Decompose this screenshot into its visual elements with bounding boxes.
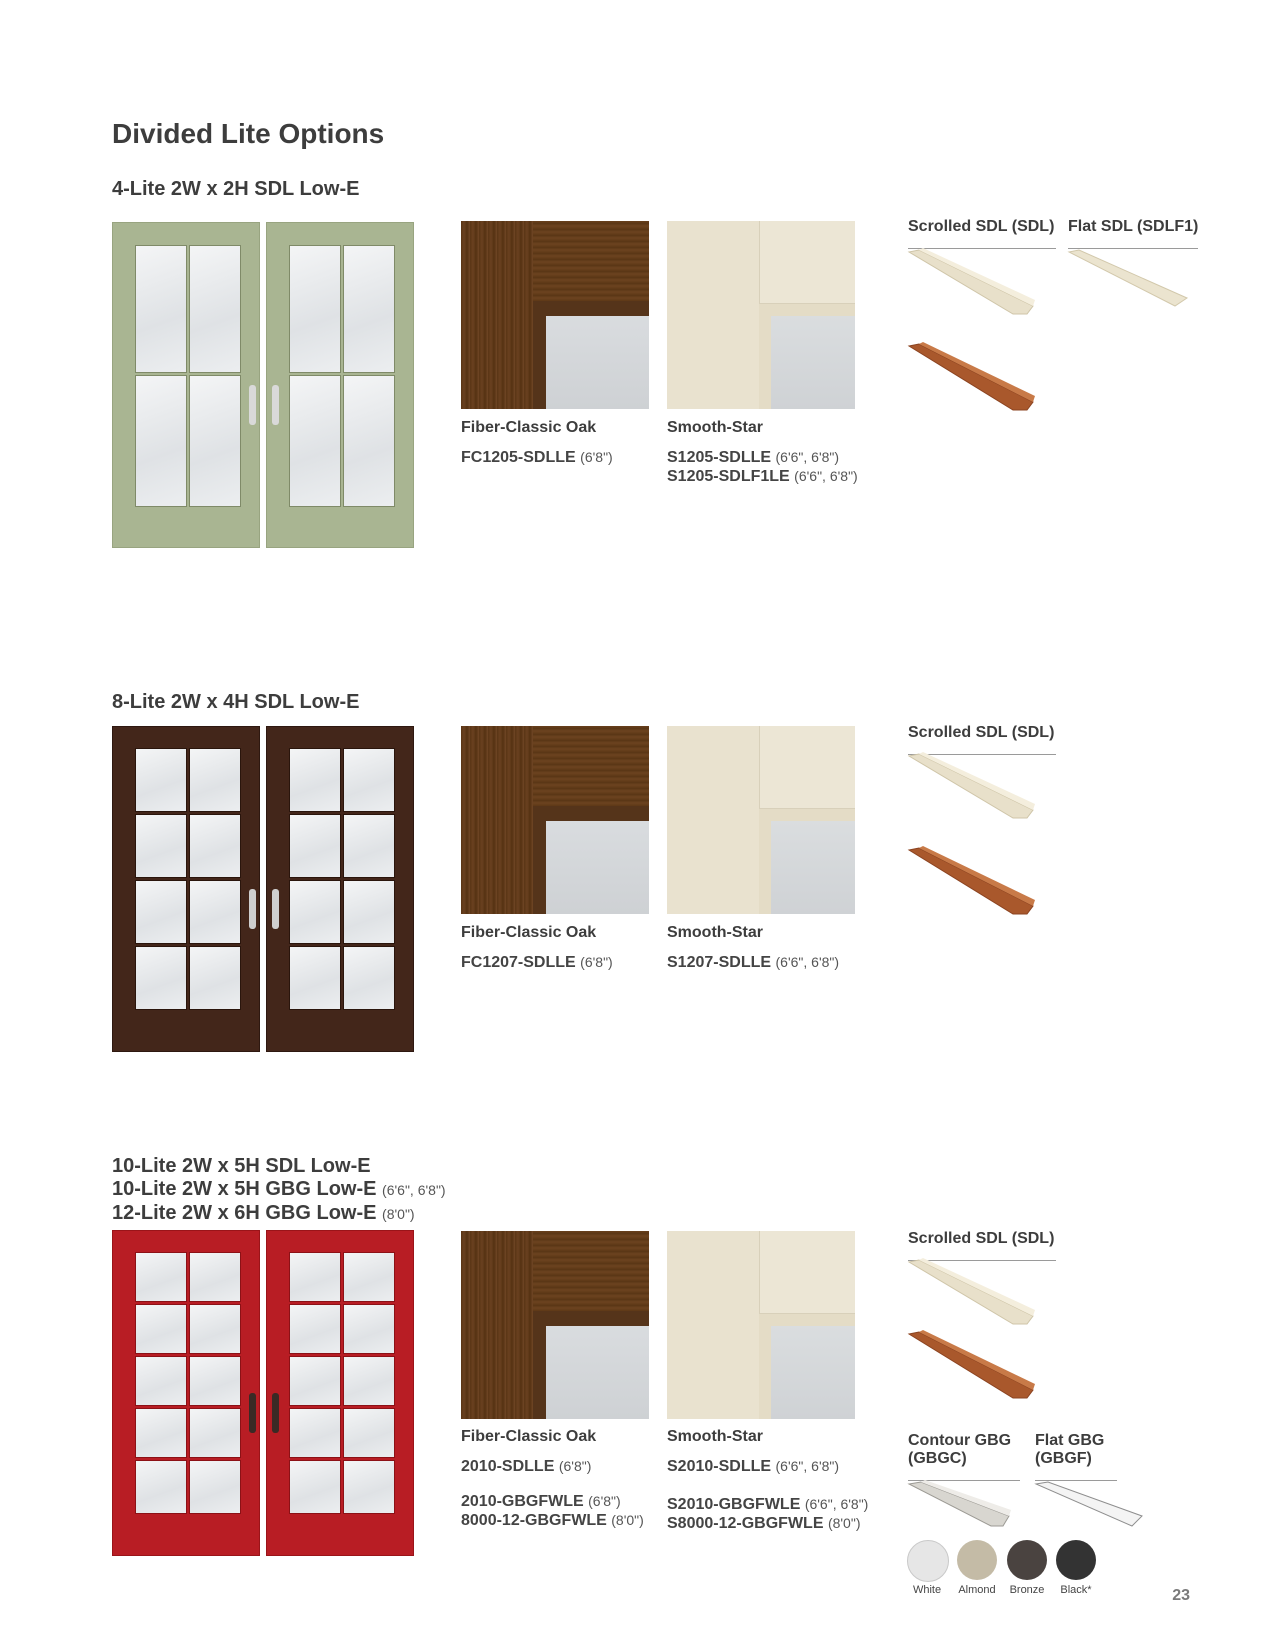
title-text: 10-Lite 2W x 5H SDL Low-E — [112, 1155, 371, 1177]
door-image-8-lite — [112, 726, 414, 1052]
product-code — [667, 467, 858, 486]
title-line — [112, 1155, 446, 1178]
code-sizes: (6'8") — [580, 449, 613, 465]
code-sizes: (6'6", 6'8") — [794, 468, 858, 484]
swatch-name: Fiber-Classic Oak — [461, 419, 597, 436]
page-title: Divided Lite Options — [112, 118, 385, 149]
code-text: FC1207-SDLLE — [461, 954, 576, 971]
smooth-star-swatch — [667, 1231, 855, 1419]
door-image-10-lite — [112, 1230, 414, 1556]
scrolled-sdl-oak-profile — [905, 1330, 1035, 1402]
color-label-white: White — [912, 1584, 942, 1596]
code-text: 2010-SDLLE — [461, 1458, 555, 1475]
code-sizes: (6'8") — [558, 1458, 592, 1474]
color-label-black: Black* — [1060, 1584, 1092, 1596]
flat-gbg-label: Flat GBG (GBGF) — [1035, 1432, 1105, 1467]
code-text: FC1205-SDLLE — [461, 449, 576, 466]
scrolled-sdl-oak-profile — [905, 846, 1035, 918]
product-code — [667, 448, 839, 467]
swatch-name: Fiber-Classic Oak — [461, 1428, 597, 1445]
fiber-classic-oak-swatch — [461, 726, 649, 914]
code-sizes: (8'0") — [611, 1512, 644, 1528]
swatch-name: Smooth-Star — [667, 1428, 763, 1445]
door-left-panel — [112, 726, 260, 1052]
almond-color-swatch — [957, 1540, 997, 1580]
code-text: S2010-GBGFWLE — [667, 1496, 801, 1513]
door-left-panel — [112, 222, 260, 548]
title-text: 12-Lite 2W x 6H GBG Low-E — [112, 1202, 377, 1224]
code-sizes: (6'8") — [580, 954, 613, 970]
smooth-star-swatch — [667, 726, 855, 914]
code-text: S1205-SDLF1LE — [667, 468, 790, 485]
title-line — [112, 1178, 446, 1202]
section-3-title — [112, 1155, 446, 1226]
page-number: 23 — [1172, 1587, 1190, 1604]
code-sizes: (6'6", 6'8") — [775, 954, 840, 970]
swatch-name: Smooth-Star — [667, 419, 763, 436]
product-code — [667, 1457, 839, 1476]
scrolled-sdl-label: Scrolled SDL (SDL) — [908, 1230, 1055, 1247]
scrolled-sdl-label: Scrolled SDL (SDL) — [908, 218, 1055, 235]
swatch-name: Smooth-Star — [667, 924, 763, 941]
scrolled-sdl-almond-profile — [905, 248, 1035, 318]
scrolled-sdl-label: Scrolled SDL (SDL) — [908, 724, 1055, 741]
flat-sdl-almond-profile — [1065, 248, 1195, 308]
product-code — [461, 953, 613, 972]
fiber-classic-oak-swatch — [461, 1231, 649, 1419]
title-sizes: (8'0") — [382, 1206, 415, 1222]
product-code — [461, 448, 613, 467]
code-text: S1205-SDLLE — [667, 449, 772, 466]
black-color-swatch — [1056, 1540, 1096, 1580]
scrolled-sdl-almond-profile — [905, 1258, 1035, 1328]
color-label-almond: Almond — [958, 1584, 996, 1596]
code-sizes: (6'6", 6'8") — [775, 449, 840, 465]
scrolled-sdl-oak-profile — [905, 342, 1035, 414]
product-code — [461, 1492, 621, 1511]
color-label-bronze: Bronze — [1009, 1584, 1045, 1596]
white-color-swatch — [907, 1540, 949, 1582]
door-right-panel — [266, 726, 414, 1052]
contour-gbg-profile — [905, 1480, 1015, 1528]
code-sizes: (6'6", 6'8") — [804, 1496, 869, 1512]
door-right-panel — [266, 222, 414, 548]
code-sizes: (6'8") — [588, 1493, 621, 1509]
title-text: 10-Lite 2W x 5H GBG Low-E — [112, 1178, 377, 1200]
product-code — [667, 1495, 868, 1514]
product-code — [461, 1457, 591, 1476]
flat-gbg-profile — [1032, 1480, 1147, 1528]
code-sizes: (8'0") — [827, 1515, 861, 1531]
title-line — [112, 1202, 446, 1226]
section-2-title: 8-Lite 2W x 4H SDL Low-E — [112, 691, 360, 713]
door-image-4-lite — [112, 222, 414, 548]
code-text: S2010-SDLLE — [667, 1458, 772, 1475]
code-sizes: (6'6", 6'8") — [775, 1458, 840, 1474]
door-left-panel — [112, 1230, 260, 1556]
fiber-classic-oak-swatch — [461, 221, 649, 409]
contour-gbg-label: Contour GBG (GBGC) — [908, 1432, 1012, 1467]
code-text: S1207-SDLLE — [667, 954, 772, 971]
product-code — [461, 1511, 644, 1530]
code-text: 2010-GBGFWLE — [461, 1493, 584, 1510]
product-code — [667, 1514, 860, 1533]
code-text: S8000-12-GBGFWLE — [667, 1515, 824, 1532]
scrolled-sdl-almond-profile — [905, 752, 1035, 822]
smooth-star-swatch — [667, 221, 855, 409]
swatch-name: Fiber-Classic Oak — [461, 924, 597, 941]
code-text: 8000-12-GBGFWLE — [461, 1512, 607, 1529]
product-code — [667, 953, 839, 972]
door-right-panel — [266, 1230, 414, 1556]
flat-sdl-label: Flat SDL (SDLF1) — [1068, 218, 1199, 235]
bronze-color-swatch — [1007, 1540, 1047, 1580]
title-sizes: (6'6", 6'8") — [382, 1182, 446, 1198]
section-1-title: 4-Lite 2W x 2H SDL Low-E — [112, 178, 360, 200]
